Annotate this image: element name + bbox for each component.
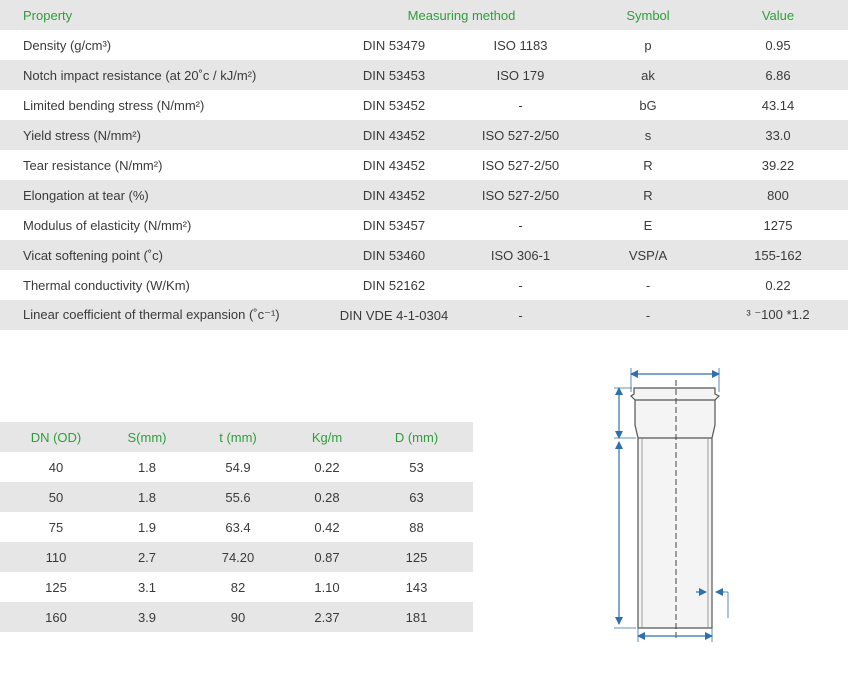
method-din: DIN VDE 4-1-0304 bbox=[339, 307, 449, 323]
property-symbol: VSP/A bbox=[628, 247, 668, 263]
method-iso: ISO 179 bbox=[496, 67, 545, 83]
header-kg-m: Kg/m bbox=[311, 429, 343, 445]
method-din: DIN 52162 bbox=[362, 277, 426, 293]
method-iso: ISO 527-2/50 bbox=[481, 187, 560, 203]
property-value: 1275 bbox=[763, 217, 793, 233]
property-symbol: R bbox=[643, 157, 653, 173]
method-iso: ISO 306-1 bbox=[490, 247, 551, 263]
method-iso: - bbox=[518, 217, 523, 233]
cell-kg-m: 0.42 bbox=[314, 519, 340, 535]
cell-dn-od: 50 bbox=[48, 489, 64, 505]
cell-t-mm: 55.6 bbox=[225, 489, 251, 505]
property-symbol: ak bbox=[641, 67, 655, 83]
header-dn-od: DN (OD) bbox=[30, 429, 82, 445]
cell-s-mm: 2.7 bbox=[137, 549, 157, 565]
method-iso: ISO 527-2/50 bbox=[481, 127, 560, 143]
cell-t-mm: 90 bbox=[230, 609, 246, 625]
property-value: ³ ⁻100 *1.2 bbox=[746, 307, 810, 322]
property-symbol: - bbox=[645, 277, 651, 293]
property-row bbox=[0, 60, 848, 90]
cell-dn-od: 110 bbox=[45, 549, 67, 565]
properties-header-row bbox=[0, 0, 848, 30]
property-row bbox=[0, 150, 848, 180]
method-iso: ISO 1183 bbox=[493, 37, 548, 53]
dimension-row bbox=[0, 542, 473, 572]
method-din: DIN 53460 bbox=[362, 247, 426, 263]
cell-dn-od: 40 bbox=[48, 459, 64, 475]
property-name: Linear coefficient of thermal expansion (˚c⁻¹) bbox=[23, 307, 280, 322]
method-din: DIN 43452 bbox=[362, 187, 426, 203]
cell-dn-od: 125 bbox=[45, 579, 67, 595]
property-name: Elongation at tear (%) bbox=[23, 187, 149, 203]
cell-d-mm: 143 bbox=[405, 579, 428, 595]
property-symbol: - bbox=[645, 307, 651, 323]
cell-d-mm: 125 bbox=[405, 549, 428, 565]
dimension-row bbox=[0, 482, 473, 512]
property-symbol: bG bbox=[639, 97, 657, 113]
cell-kg-m: 1.10 bbox=[314, 579, 340, 595]
cell-kg-m: 0.87 bbox=[314, 549, 340, 565]
dimension-row bbox=[0, 512, 473, 542]
cell-s-mm: 1.9 bbox=[137, 519, 157, 535]
property-name: Yield stress (N/mm²) bbox=[23, 127, 141, 143]
pipe-dimensions-table bbox=[0, 422, 473, 632]
property-row bbox=[0, 180, 848, 210]
property-row bbox=[0, 30, 848, 60]
cell-d-mm: 181 bbox=[405, 609, 428, 625]
cell-t-mm: 74.20 bbox=[221, 549, 255, 565]
cell-dn-od: 75 bbox=[48, 519, 64, 535]
property-value: 0.22 bbox=[765, 277, 791, 293]
property-row bbox=[0, 90, 848, 120]
method-din: DIN 53479 bbox=[362, 37, 426, 53]
method-iso: ISO 527-2/50 bbox=[481, 157, 560, 173]
cell-d-mm: 53 bbox=[409, 459, 424, 475]
dimension-row bbox=[0, 452, 473, 482]
property-value: 6.86 bbox=[765, 67, 791, 83]
cell-dn-od: 160 bbox=[45, 609, 67, 625]
property-row bbox=[0, 300, 848, 330]
method-din: DIN 43452 bbox=[362, 157, 426, 173]
header-value: Value bbox=[761, 7, 795, 23]
property-value: 0.95 bbox=[765, 37, 791, 53]
header-measuring-method: Measuring method bbox=[407, 7, 516, 23]
property-row bbox=[0, 270, 848, 300]
header-symbol: Symbol bbox=[626, 7, 670, 23]
property-name: Vicat softening point (˚c) bbox=[23, 247, 163, 263]
cell-t-mm: 54.9 bbox=[225, 459, 251, 475]
cell-d-mm: 63 bbox=[409, 489, 424, 505]
property-row bbox=[0, 120, 848, 150]
material-properties-table bbox=[0, 0, 848, 330]
property-row bbox=[0, 240, 848, 270]
cell-s-mm: 3.9 bbox=[137, 609, 157, 625]
property-value: 155-162 bbox=[754, 247, 802, 263]
method-din: DIN 53457 bbox=[362, 217, 426, 233]
method-iso: - bbox=[518, 277, 523, 293]
method-iso: - bbox=[518, 307, 523, 323]
cell-s-mm: 3.1 bbox=[137, 579, 157, 595]
header-property: Property bbox=[23, 7, 73, 23]
property-symbol: E bbox=[643, 217, 653, 233]
cell-t-mm: 82 bbox=[230, 579, 246, 595]
property-name: Density (g/cm³) bbox=[23, 37, 112, 53]
header-t-mm: t (mm) bbox=[219, 429, 257, 445]
property-row bbox=[0, 210, 848, 240]
dimension-row bbox=[0, 572, 473, 602]
cell-kg-m: 0.28 bbox=[314, 489, 340, 505]
property-value: 33.0 bbox=[765, 127, 791, 143]
property-name: Notch impact resistance (at 20˚c / kJ/m²) bbox=[23, 67, 257, 83]
dimension-row bbox=[0, 602, 473, 632]
cell-kg-m: 0.22 bbox=[314, 459, 340, 475]
property-value: 43.14 bbox=[761, 97, 795, 113]
property-name: Tear resistance (N/mm²) bbox=[23, 157, 163, 173]
cell-d-mm: 88 bbox=[409, 519, 424, 535]
cell-s-mm: 1.8 bbox=[137, 459, 157, 475]
cell-kg-m: 2.37 bbox=[314, 609, 340, 625]
property-symbol: R bbox=[643, 187, 653, 203]
header-d-mm: D (mm) bbox=[394, 429, 439, 445]
header-s-mm: S(mm) bbox=[127, 429, 167, 445]
property-value: 39.22 bbox=[761, 157, 795, 173]
method-iso: - bbox=[518, 97, 523, 113]
cell-t-mm: 63.4 bbox=[225, 519, 251, 535]
property-name: Limited bending stress (N/mm²) bbox=[23, 97, 205, 113]
method-din: DIN 53453 bbox=[362, 67, 426, 83]
property-symbol: p bbox=[644, 37, 652, 53]
dimensions-header-row bbox=[0, 422, 473, 452]
property-symbol: s bbox=[644, 127, 652, 143]
method-din: DIN 53452 bbox=[362, 97, 426, 113]
cell-s-mm: 1.8 bbox=[137, 489, 157, 505]
property-name: Thermal conductivity (W/Km) bbox=[23, 277, 190, 293]
property-name: Modulus of elasticity (N/mm²) bbox=[23, 217, 192, 233]
pipe-dimension-diagram-icon bbox=[600, 360, 750, 650]
method-din: DIN 43452 bbox=[362, 127, 426, 143]
property-value: 800 bbox=[767, 187, 789, 203]
